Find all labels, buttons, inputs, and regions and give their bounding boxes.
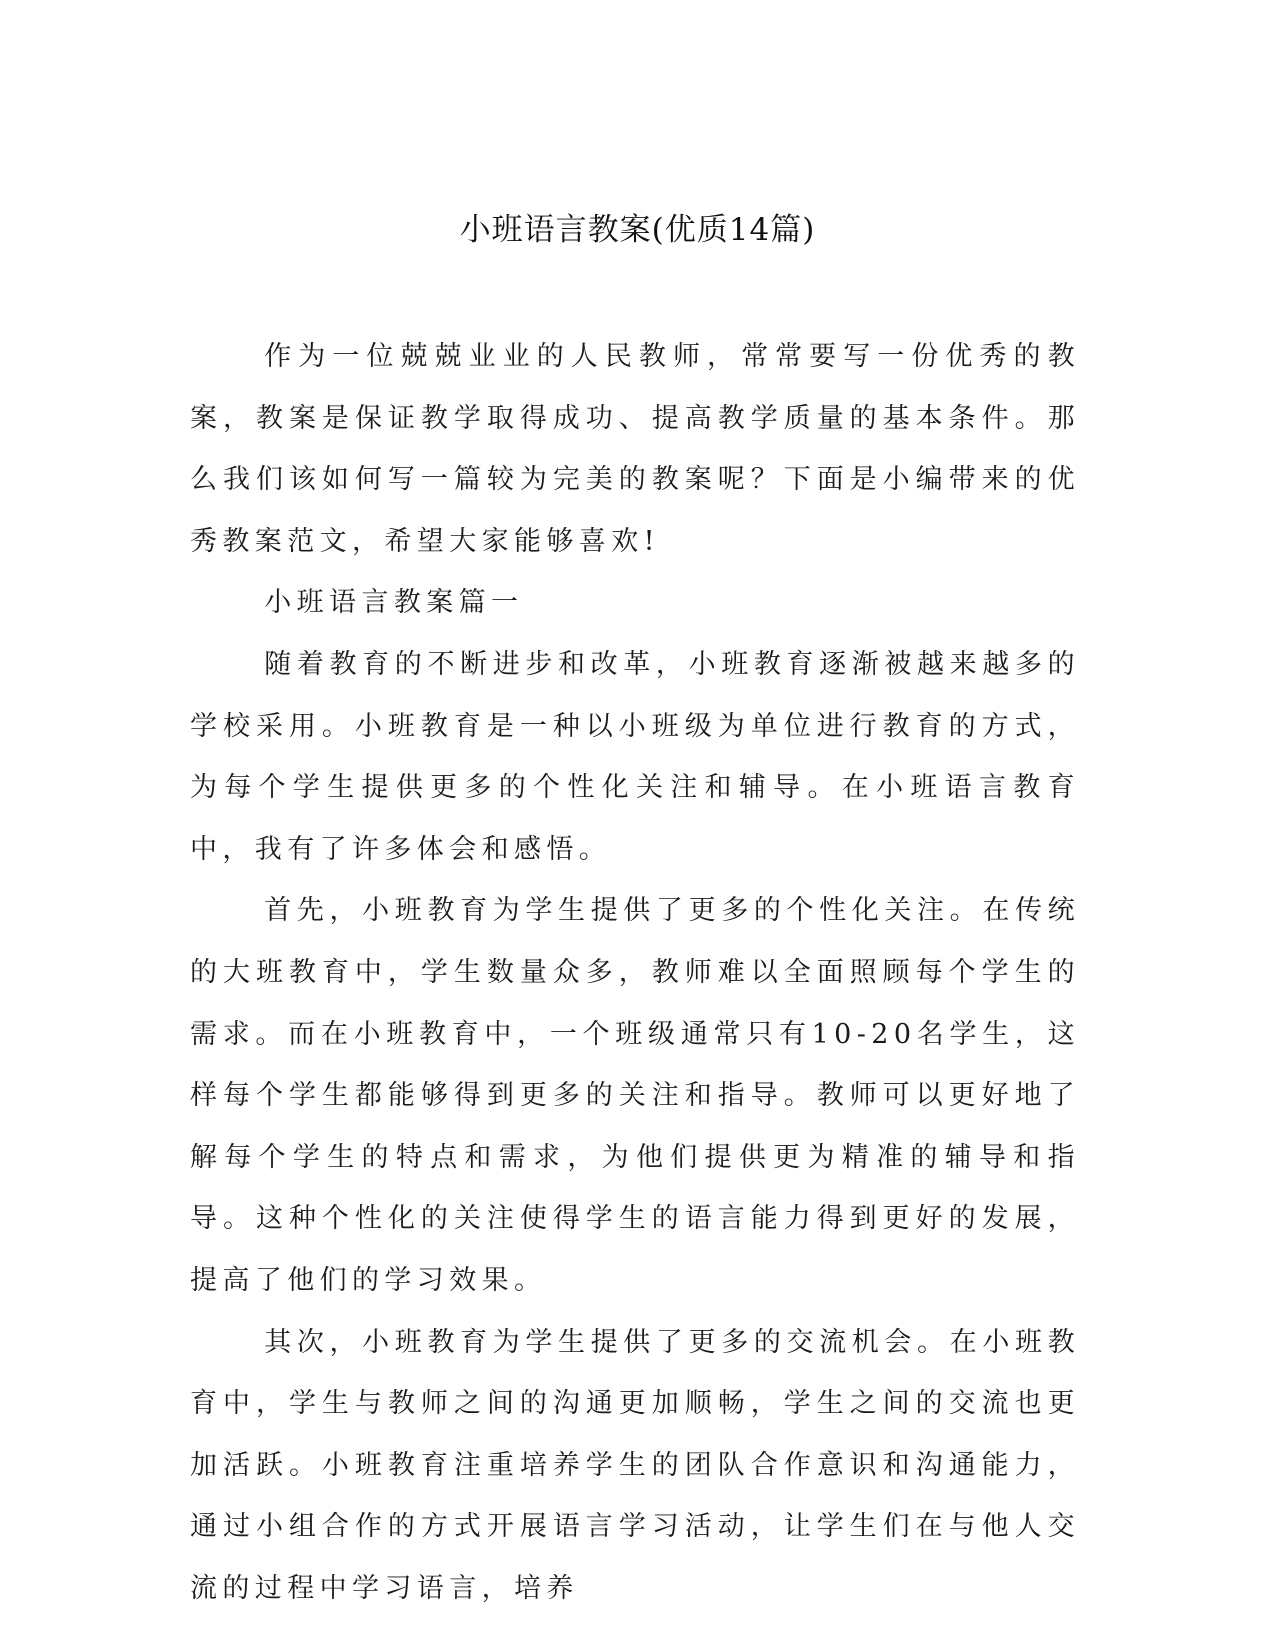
intro-paragraph: 作为一位兢兢业业的人民教师，常常要写一份优秀的教案，教案是保证教学取得成功、提高教学质量的基本条件。那么我们该如何写一篇较为完美的教案呢？下面是小编带来的优秀教案范文，希望大家能够喜欢! xyxy=(190,341,1080,557)
body-paragraph: 首先，小班教育为学生提供了更多的个性化关注。在传统的大班教育中，学生数量众多，教师难以全面照顾每个学生的需求。而在小班教育中，一个班级通常只有10-20名学生，这样每个学生都能够得到更多的关注和指导。教师可以更好地了解每个学生的特点和需求，为他们提供更为精准的辅导和指导。这种个性化的关注使得学生的语言能力得到更好的发展，提高了他们的学习效果。 xyxy=(190,895,1080,1296)
document-body xyxy=(190,326,1080,1619)
section-heading: 小班语言教案篇一 xyxy=(264,587,524,619)
body-paragraph: 随着教育的不断进步和改革，小班教育逐渐被越来越多的学校采用。小班教育是一种以小班级为单位进行教育的方式，为每个学生提供更多的个性化关注和辅导。在小班语言教育中，我有了许多体会和感悟。 xyxy=(190,648,1080,865)
body-paragraph: 其次，小班教育为学生提供了更多的交流机会。在小班教育中，学生与教师之间的沟通更加顺畅，学生之间的交流也更加活跃。小班教育注重培养学生的团队合作意识和沟通能力，通过小组合作的方式开展语言学习活动，让学生们在与他人交流的过程中学习语言，培养 xyxy=(190,1326,1080,1604)
document-title: 小班语言教案(优质14篇) xyxy=(459,212,816,248)
